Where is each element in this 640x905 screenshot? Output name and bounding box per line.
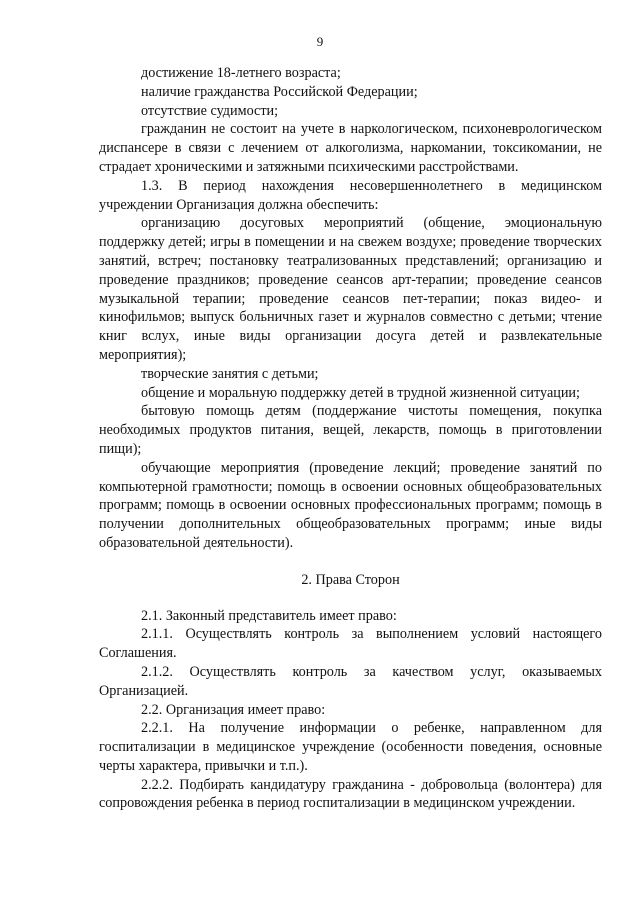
list-item: общение и моральную поддержку детей в трудной жизненной ситуации; <box>141 384 580 401</box>
list-item: наличие гражданства Российской Федерации; <box>141 83 418 100</box>
document-body <box>99 64 602 813</box>
clause-2-1-1: 2.1.1. Осуществлять контроль за выполнением условий настоящего Соглашения. <box>99 626 602 662</box>
list-item: гражданин не состоит на учете в наркологическом, психоневрологическом диспансере в связи с лечением от алкоголизма, наркомании, токсикомании, не страдает хроническими и затяжными психическими расстройствами. <box>99 121 602 175</box>
list-item: организацию досуговых мероприятий (общение, эмоциональную поддержку детей; игры в помещении и на свежем воздухе; проведение творческих занятий, встреч; постановку театрализованных представлений; организацию и проведение праздников; проведение сеансов арт-терапии; проведение сеансов музыкальной терапии; проведение сеансов пет-терапии; показ видео- и кинофильмов; выпуск больничных газет и журналов совместно с детьми; чтение книг вслух, иные виды организации досуга детей и развлекательные мероприятия); <box>99 215 602 363</box>
clause-2-2: 2.2. Организация имеет право: <box>141 701 326 718</box>
clause-2-2-2: 2.2.2. Подбирать кандидатуру гражданина - добровольца (волонтера) для сопровождения ребенка в период госпитализации в медицинском учреждении. <box>99 776 602 812</box>
clause-2-1-2: 2.1.2. Осуществлять контроль за качеством услуг, оказываемых Организацией. <box>99 663 602 699</box>
clause-2-2-1: 2.2.1. На получение информации о ребенке, направленном для госпитализации в медицинское учреждение (особенности поведения, основные черты характера, привычки и т.п.). <box>99 720 602 774</box>
list-item: бытовую помощь детям (поддержание чистоты помещения, покупка необходимых продуктов питания, вещей, лекарств, помощь в приготовлении пищи); <box>99 403 602 457</box>
page-number: 9 <box>316 34 324 49</box>
clause-2-1: 2.1. Законный представитель имеет право: <box>141 607 397 624</box>
clause-1-3: 1.3. В период нахождения несовершеннолетнего в медицинском учреждении Организация должна обеспечить: <box>99 177 602 213</box>
list-item: достижение 18-летнего возраста; <box>141 65 341 81</box>
list-item: творческие занятия с детьми; <box>141 365 319 382</box>
list-item: отсутствие судимости; <box>141 102 279 119</box>
list-item: обучающие мероприятия (проведение лекций; проведение занятий по компьютерной грамотности; помощь в освоении основных общеобразовательных программ; помощь в освоении основных профессиональных программ; помощь в получении дополнительных общеобразовательных программ; иные виды образовательной деятельности). <box>99 459 602 551</box>
section-heading: 2. Права Сторон <box>301 571 400 588</box>
